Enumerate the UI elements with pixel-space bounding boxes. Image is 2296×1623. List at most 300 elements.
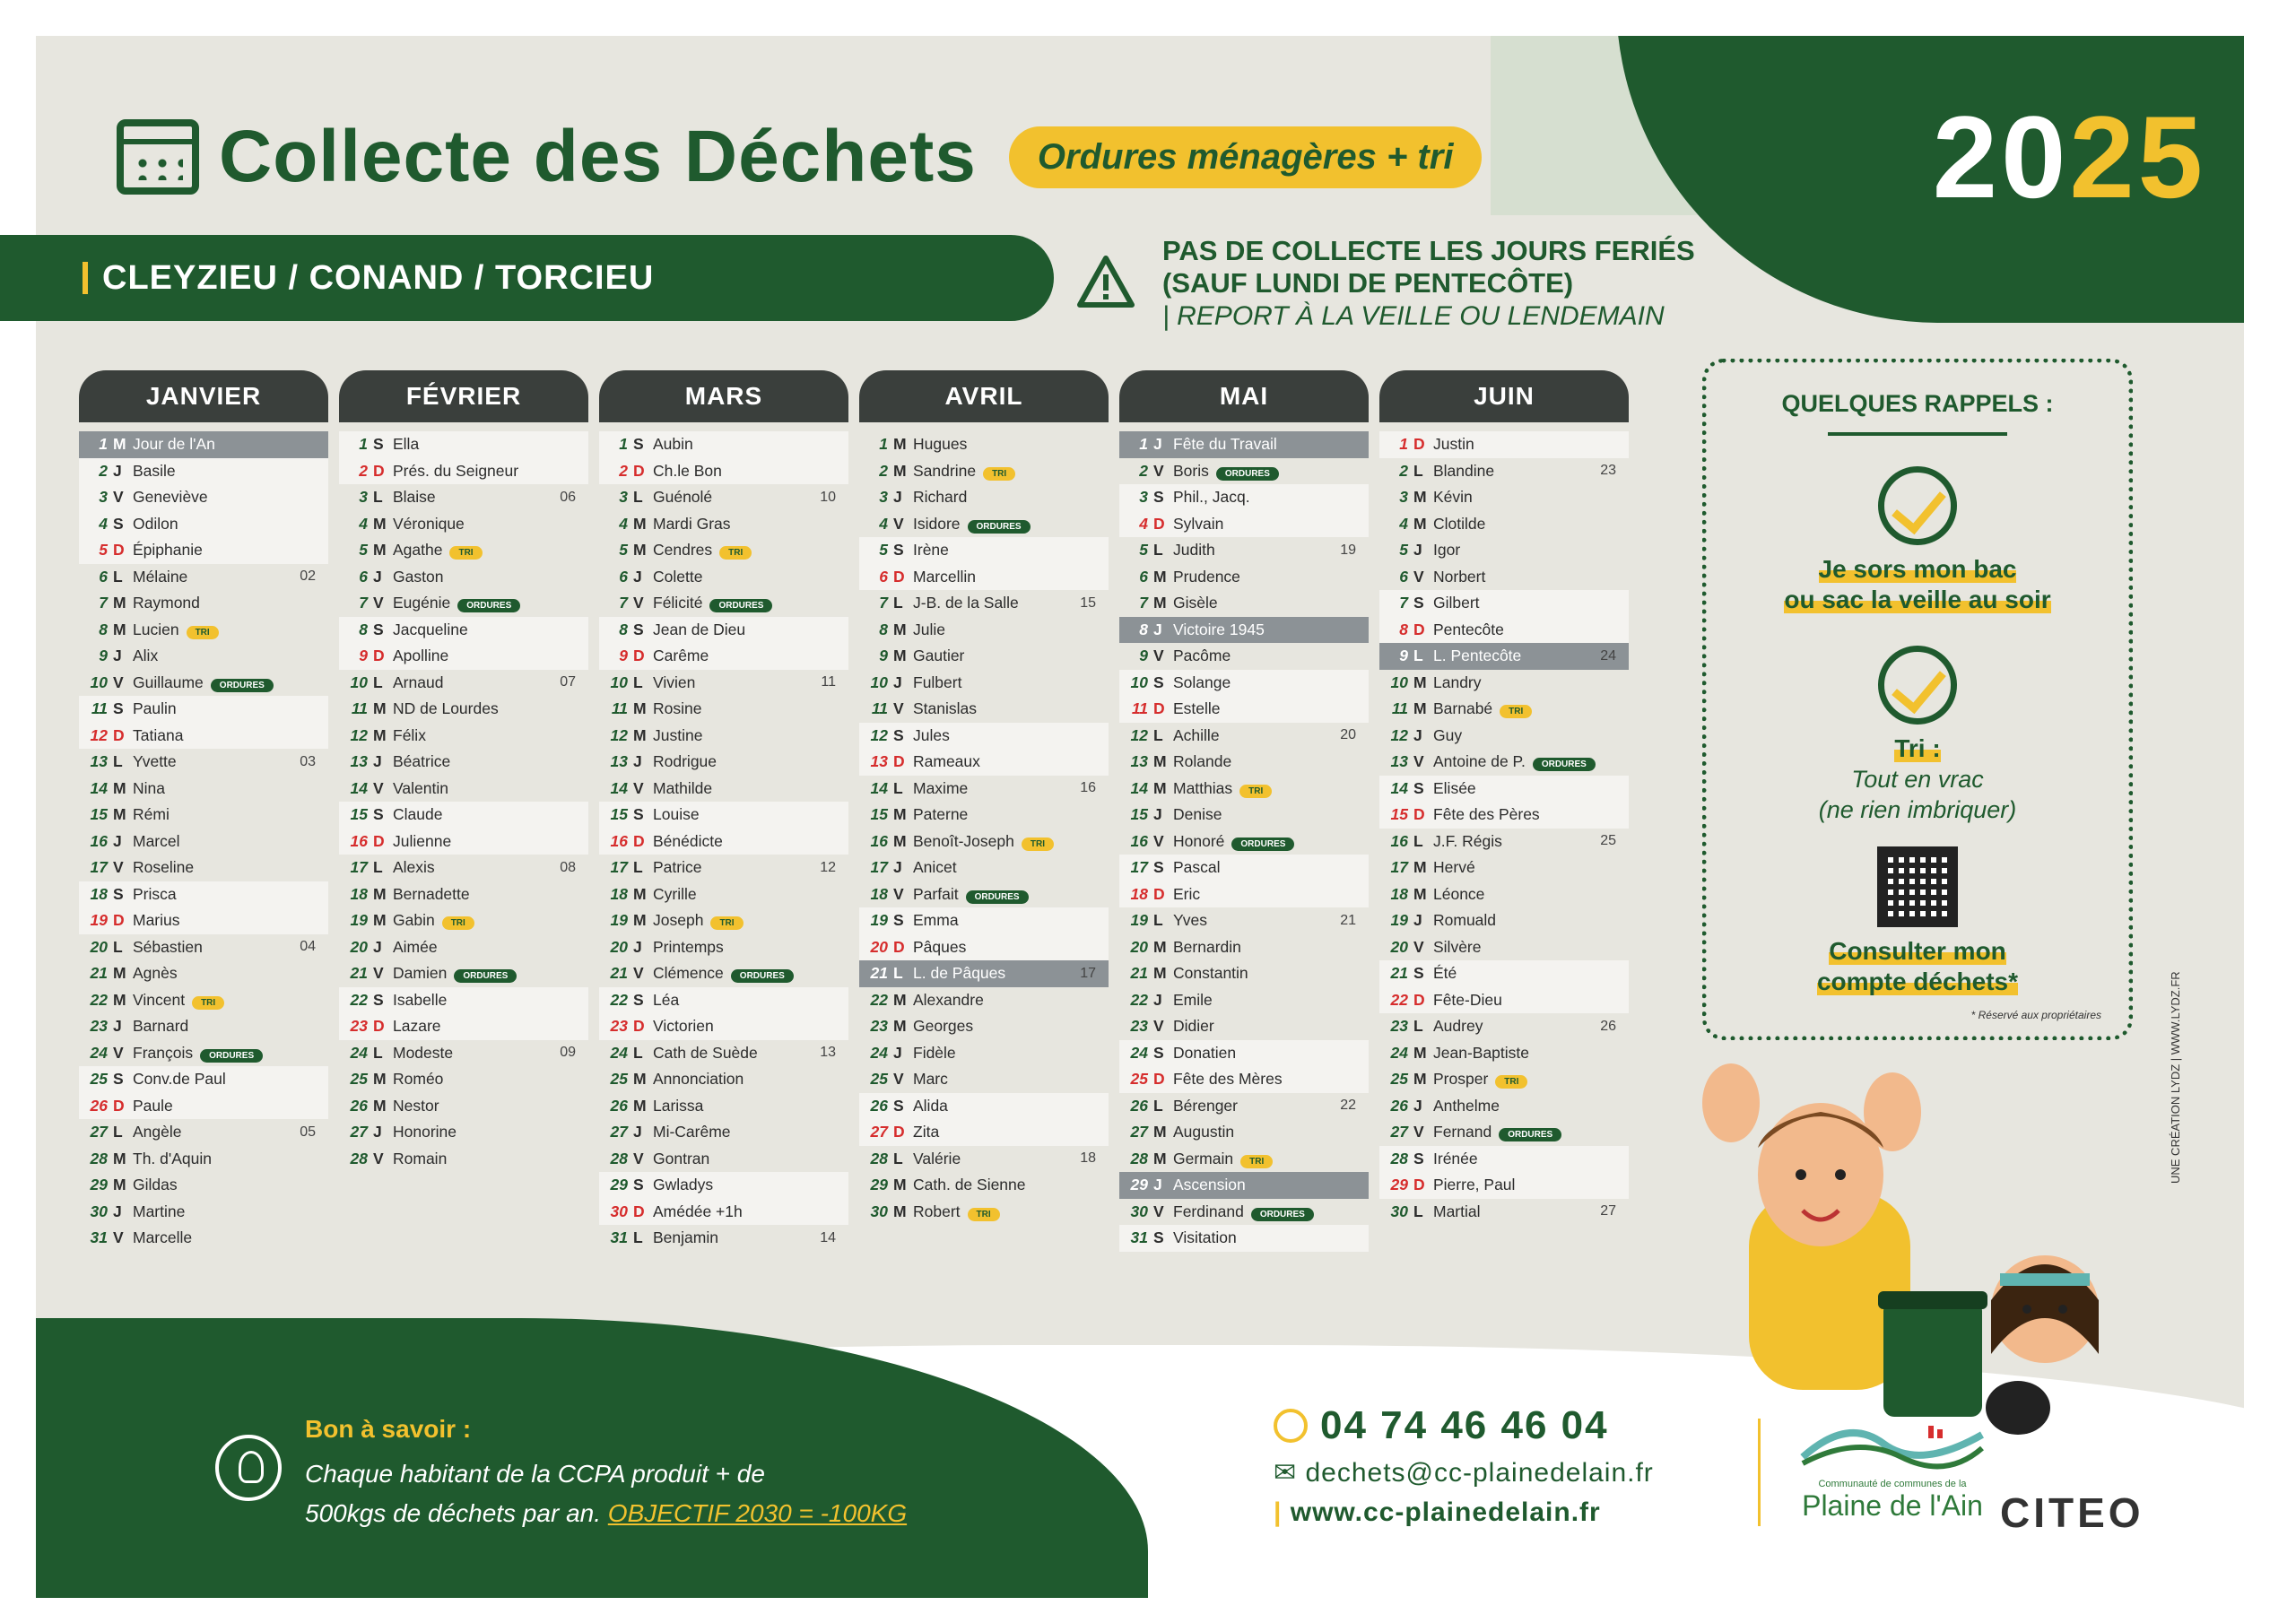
saint-name-text: Louise	[653, 805, 700, 824]
weekday-letter: L	[113, 752, 123, 771]
day-row	[339, 907, 588, 934]
saint-name-text: Paulin	[133, 699, 177, 718]
saint-name	[1433, 594, 1629, 612]
weekday-letter: M	[893, 805, 907, 824]
saint-name-text: Gaston	[393, 567, 444, 586]
day-number: 16	[1130, 831, 1148, 850]
day-row	[1379, 881, 1629, 908]
weekday-letter: M	[633, 514, 647, 533]
saint-name	[1173, 462, 1369, 481]
day-number: 11	[1131, 699, 1148, 718]
saint-name-text: Joseph	[653, 911, 704, 930]
weekday-letter: M	[113, 1149, 126, 1167]
saint-name-text: Romain	[393, 1149, 448, 1167]
weekday-letter: M	[373, 911, 387, 930]
weekday-letter: S	[373, 805, 384, 824]
weekday-letter: L	[1413, 1017, 1423, 1036]
weekday-letter: J	[893, 488, 902, 507]
tri-badge: TRI	[968, 1208, 1000, 1221]
day-number: 31	[1130, 1228, 1148, 1247]
saint-name	[1433, 568, 1629, 586]
week-number: 08	[560, 859, 576, 875]
weekday-letter: J	[893, 673, 902, 691]
saint-name-text: Nestor	[393, 1096, 439, 1115]
day-number: 14	[610, 778, 628, 797]
day-number: 14	[1390, 778, 1408, 797]
weekday-letter: M	[113, 990, 126, 1009]
day-row	[1379, 1040, 1629, 1067]
day-number: 10	[350, 673, 368, 691]
saint-name-text: Hugues	[913, 435, 968, 454]
day-row	[339, 564, 588, 591]
day-number: 19	[870, 911, 888, 930]
saint-name	[393, 832, 588, 851]
saint-name	[913, 1123, 1109, 1141]
year-highlight: 25	[2069, 91, 2206, 222]
month-column	[599, 370, 848, 1252]
saint-name	[1433, 1150, 1629, 1168]
weekday-letter: L	[633, 488, 643, 507]
saint-name	[1433, 1070, 1629, 1089]
day-number: 27	[870, 1123, 888, 1141]
citeo-logo: CITEO	[2000, 1489, 2144, 1536]
saint-name-text: Gildas	[133, 1176, 178, 1194]
day-row	[79, 855, 328, 881]
reminder-1-line-1: Je sors mon bac	[1818, 555, 2017, 583]
weekday-letter: J	[633, 1123, 642, 1141]
saint-name-text: François	[133, 1043, 194, 1062]
saint-name	[1173, 1070, 1369, 1089]
day-row	[1119, 1066, 1369, 1093]
weekday-letter: M	[1153, 964, 1167, 983]
day-row	[79, 987, 328, 1014]
weekday-letter: M	[633, 911, 647, 930]
saint-name	[913, 541, 1109, 560]
saint-name	[133, 1044, 328, 1063]
saint-name-text: J.F. Régis	[1433, 831, 1502, 850]
day-number: 21	[870, 964, 888, 983]
day-row	[1119, 776, 1369, 803]
saint-name	[1433, 621, 1629, 639]
weekday-letter: M	[113, 805, 126, 824]
weekday-letter: M	[1153, 567, 1167, 586]
ordures-badge: ORDURES	[457, 599, 520, 612]
check-icon	[1878, 646, 1957, 725]
day-number: 18	[1390, 884, 1408, 903]
day-row	[339, 1066, 588, 1093]
saint-name-text: Ascension	[1173, 1176, 1246, 1194]
day-row	[1119, 643, 1369, 670]
day-number: 11	[611, 699, 628, 718]
saint-name-text: Colette	[653, 567, 703, 586]
saint-name	[653, 621, 848, 639]
weekday-letter: M	[633, 884, 647, 903]
day-number: 25	[350, 1070, 368, 1089]
weekday-letter: D	[113, 541, 125, 560]
day-number: 24	[1390, 1043, 1408, 1062]
day-row	[339, 829, 588, 855]
weekday-letter: S	[113, 514, 124, 533]
saint-name	[1173, 1228, 1369, 1247]
qr-code-icon[interactable]	[1877, 846, 1958, 927]
day-row	[339, 881, 588, 908]
weekday-letter: S	[1153, 488, 1164, 507]
day-row	[79, 564, 328, 591]
day-number: 4	[1399, 514, 1408, 533]
day-row	[859, 802, 1109, 829]
day-number: 17	[870, 858, 888, 877]
weekday-letter: J	[373, 567, 382, 586]
day-number: 7	[359, 594, 368, 612]
weekday-letter: L	[1153, 911, 1163, 930]
day-row	[599, 696, 848, 723]
calendar-icon	[117, 119, 199, 195]
weekday-letter: V	[1413, 567, 1424, 586]
weekday-letter: M	[1153, 594, 1167, 612]
weekday-letter: S	[633, 805, 644, 824]
day-number: 5	[1139, 541, 1148, 560]
saint-name	[653, 1150, 848, 1168]
saint-name-text: Gilbert	[1433, 594, 1480, 612]
week-number: 24	[1600, 647, 1616, 664]
day-number: 24	[610, 1043, 628, 1062]
week-number: 17	[1080, 965, 1096, 981]
phone-row[interactable]	[1274, 1403, 1654, 1448]
saint-name-text: Richard	[913, 488, 968, 507]
saint-name	[653, 779, 848, 798]
day-number: 20	[870, 937, 888, 956]
day-number: 13	[350, 752, 368, 771]
day-row	[79, 670, 328, 697]
tri-badge: TRI	[1495, 1075, 1527, 1089]
weekday-letter: D	[373, 1017, 385, 1036]
day-number: 7	[1399, 594, 1408, 612]
weekday-letter: D	[1153, 514, 1165, 533]
saint-name-text: Rolande	[1173, 752, 1232, 771]
saint-name	[913, 726, 1109, 745]
weekday-letter: L	[373, 488, 383, 507]
weekday-letter: M	[113, 964, 126, 983]
day-number: 22	[870, 990, 888, 1009]
email-text: dechets@cc-plainedelain.fr	[1305, 1458, 1654, 1488]
saint-name	[913, 991, 1109, 1010]
weekday-letter: L	[1413, 461, 1423, 480]
weekday-letter: V	[113, 858, 124, 877]
day-row	[859, 1040, 1109, 1067]
saint-name	[133, 673, 328, 692]
weekday-letter: V	[893, 1070, 904, 1089]
ordures-badge: ORDURES	[709, 599, 772, 612]
good-to-know-title: Bon à savoir :	[305, 1415, 472, 1443]
saint-name-text: Épiphanie	[133, 541, 203, 560]
day-number: 8	[359, 620, 368, 638]
day-row	[339, 1093, 588, 1120]
day-row	[339, 484, 588, 511]
saint-name-text: Judith	[1173, 541, 1215, 560]
saint-name	[1173, 699, 1369, 718]
day-number: 23	[1390, 1017, 1408, 1036]
week-number: 02	[300, 568, 316, 585]
saint-name	[913, 911, 1109, 930]
saint-name-text: Prisca	[133, 884, 177, 903]
saint-name	[1173, 647, 1369, 665]
day-row	[1379, 960, 1629, 987]
day-number: 23	[870, 1017, 888, 1036]
weekday-letter: S	[633, 990, 644, 1009]
week-number: 05	[300, 1124, 316, 1140]
day-number: 14	[1130, 778, 1148, 797]
day-row	[599, 511, 848, 538]
weekday-letter: J	[633, 567, 642, 586]
day-number: 25	[1390, 1070, 1408, 1089]
good-to-know-line-1: Chaque habitant de la CCPA produit + de	[305, 1460, 765, 1488]
saint-name	[1433, 673, 1629, 692]
day-number: 5	[879, 541, 888, 560]
saint-name-text: Constantin	[1173, 964, 1248, 983]
saint-name-text: Robert	[913, 1202, 961, 1220]
day-number: 1	[359, 435, 368, 454]
day-row	[859, 749, 1109, 776]
saint-name	[133, 911, 328, 930]
weekday-letter: V	[1413, 937, 1424, 956]
saint-name	[393, 885, 588, 904]
day-number: 1	[1139, 435, 1148, 454]
saint-name-text: Marcel	[133, 831, 180, 850]
day-row	[79, 881, 328, 908]
weekday-letter: S	[1153, 1043, 1164, 1062]
weekday-letter: S	[113, 699, 124, 718]
saint-name	[653, 885, 848, 904]
day-number: 12	[90, 725, 108, 744]
day-row	[339, 1146, 588, 1173]
day-number: 8	[1399, 620, 1408, 638]
day-number: 27	[90, 1123, 108, 1141]
day-number: 2	[619, 461, 628, 480]
day-row	[1379, 907, 1629, 934]
day-number: 18	[1130, 884, 1148, 903]
email-link[interactable]	[1274, 1457, 1654, 1488]
saint-name	[653, 832, 848, 851]
saint-name-text: Norbert	[1433, 567, 1486, 586]
saint-name-text: Rodrigue	[653, 752, 718, 771]
saint-name-text: Basile	[133, 461, 176, 480]
saint-name-text: Eugénie	[393, 594, 451, 612]
week-number: 10	[820, 489, 836, 505]
day-number: 12	[1390, 725, 1408, 744]
day-number: 27	[610, 1123, 628, 1141]
day-row	[1119, 484, 1369, 511]
saint-name-text: Donatien	[1173, 1043, 1237, 1062]
day-row	[1379, 1199, 1629, 1226]
saint-name-text: Léonce	[1433, 884, 1485, 903]
day-number: 17	[350, 858, 368, 877]
reminders-title: QUELQUES RAPPELS :	[1781, 390, 2054, 417]
website-link[interactable]	[1274, 1497, 1654, 1528]
saint-name	[1433, 805, 1629, 824]
weekday-letter: M	[633, 541, 647, 560]
day-number: 21	[350, 964, 368, 983]
day-number: 15	[610, 805, 628, 824]
day-row	[859, 1146, 1109, 1173]
month-column	[1119, 370, 1369, 1252]
weekday-letter: V	[633, 594, 644, 612]
saint-name	[653, 1176, 848, 1194]
day-row	[599, 960, 848, 987]
saint-name	[393, 1017, 588, 1036]
saint-name-text: Félix	[393, 725, 426, 744]
day-row	[1379, 723, 1629, 750]
day-row	[1119, 696, 1369, 723]
saint-name	[653, 515, 848, 534]
saint-name-text: Julie	[913, 620, 945, 638]
day-number: 29	[90, 1176, 108, 1194]
saint-name-text: Pierre, Paul	[1433, 1176, 1516, 1194]
saint-name-text: Fête des Pères	[1433, 805, 1540, 824]
saint-name-text: Gabin	[393, 911, 435, 930]
day-row	[79, 458, 328, 485]
day-row	[599, 564, 848, 591]
day-number: 24	[90, 1043, 108, 1062]
saint-name-text: Martial	[1433, 1202, 1481, 1220]
weekday-letter: D	[373, 831, 385, 850]
saint-name	[393, 1150, 588, 1168]
weekday-letter: J	[893, 1043, 902, 1062]
saint-name	[393, 462, 588, 481]
saint-name	[913, 621, 1109, 639]
weekday-letter: L	[1413, 647, 1423, 665]
ordures-badge: ORDURES	[968, 520, 1031, 534]
saint-name-text: Fernand	[1433, 1123, 1492, 1141]
weekday-letter: S	[1153, 858, 1164, 877]
weekday-letter: D	[633, 647, 645, 665]
weekday-letter: J	[633, 937, 642, 956]
day-number: 22	[1130, 990, 1148, 1009]
ccpa-logo	[1785, 1408, 2000, 1523]
day-number: 17	[1390, 858, 1408, 877]
day-number: 16	[350, 831, 368, 850]
ordures-badge: ORDURES	[1251, 1208, 1314, 1221]
day-row	[1379, 802, 1629, 829]
page-header	[117, 90, 1482, 224]
day-number: 8	[99, 620, 108, 638]
saint-name	[1433, 726, 1629, 745]
day-row	[79, 1119, 328, 1146]
saint-name	[133, 805, 328, 824]
saint-name	[1173, 515, 1369, 534]
ccpa-name: Plaine de l'Ain	[1802, 1489, 1983, 1522]
saint-name-text: Marc	[913, 1070, 948, 1089]
day-number: 28	[1130, 1149, 1148, 1167]
day-number: 18	[90, 884, 108, 903]
saint-name-text: Valérie	[913, 1149, 961, 1167]
year-main: 20	[1932, 91, 2070, 222]
saint-name-text: Annonciation	[653, 1070, 744, 1089]
day-number: 28	[870, 1149, 888, 1167]
day-number: 20	[610, 937, 628, 956]
day-row	[339, 987, 588, 1014]
day-number: 24	[1130, 1043, 1148, 1062]
day-row	[1119, 802, 1369, 829]
day-number: 11	[1391, 699, 1408, 718]
day-number: 10	[90, 673, 108, 691]
saint-name	[1173, 938, 1369, 957]
day-number: 30	[90, 1202, 108, 1220]
saint-name	[1433, 1044, 1629, 1063]
day-number: 26	[870, 1096, 888, 1115]
reminder-3	[1707, 936, 2128, 997]
weekday-letter: V	[1153, 461, 1164, 480]
saint-name	[1433, 1097, 1629, 1115]
weekday-letter: L	[1413, 831, 1423, 850]
day-number: 22	[350, 990, 368, 1009]
saint-name	[133, 1176, 328, 1194]
day-row	[1379, 590, 1629, 617]
weekday-letter: M	[373, 541, 387, 560]
day-row	[1379, 458, 1629, 485]
weekday-letter: M	[633, 1070, 647, 1089]
day-row	[79, 1225, 328, 1252]
ordures-badge: ORDURES	[966, 890, 1029, 904]
week-number: 09	[560, 1045, 576, 1061]
day-number: 12	[870, 725, 888, 744]
saint-name	[393, 568, 588, 586]
day-row	[859, 723, 1109, 750]
day-row	[1379, 696, 1629, 723]
weekday-letter: S	[373, 435, 384, 454]
saint-name-text: Lucien	[133, 620, 179, 638]
saint-name	[133, 779, 328, 798]
day-number: 27	[1130, 1123, 1148, 1141]
week-number: 15	[1080, 595, 1096, 611]
saint-name	[653, 752, 848, 771]
month-column	[1379, 370, 1629, 1252]
calendar-months	[79, 370, 1629, 1252]
weekday-letter: M	[1153, 778, 1167, 797]
saint-name-text: Valentin	[393, 778, 448, 797]
day-number: 20	[1390, 937, 1408, 956]
saint-name-text: Blandine	[1433, 461, 1495, 480]
day-number: 2	[1139, 461, 1148, 480]
day-row	[79, 934, 328, 961]
day-row	[599, 537, 848, 564]
day-row	[79, 1172, 328, 1199]
warning-line-1: PAS DE COLLECTE LES JOURS FERIÉS	[1162, 235, 1695, 266]
tri-badge: TRI	[192, 996, 224, 1010]
saint-name	[1173, 1123, 1369, 1141]
day-number: 11	[871, 699, 888, 718]
saint-name-text: Bénédicte	[653, 831, 723, 850]
weekday-letter: M	[373, 884, 387, 903]
week-number: 03	[300, 753, 316, 769]
saint-name-text: Angèle	[133, 1123, 182, 1141]
weekday-letter: L	[113, 937, 123, 956]
weekday-letter: L	[113, 567, 123, 586]
weekday-letter: D	[1413, 805, 1425, 824]
weekday-letter: D	[633, 461, 645, 480]
week-number: 27	[1600, 1203, 1616, 1219]
day-row	[599, 1146, 848, 1173]
week-number: 21	[1340, 912, 1356, 928]
day-row	[1379, 1172, 1629, 1199]
weekday-letter: M	[373, 725, 387, 744]
saint-name-text: Landry	[1433, 673, 1482, 691]
weekday-letter: J	[1153, 1176, 1162, 1194]
day-number: 8	[619, 620, 628, 638]
day-number: 17	[90, 858, 108, 877]
saint-name-text: Matthias	[1173, 778, 1233, 797]
weekday-letter: V	[633, 1149, 644, 1167]
day-number: 25	[1130, 1070, 1148, 1089]
